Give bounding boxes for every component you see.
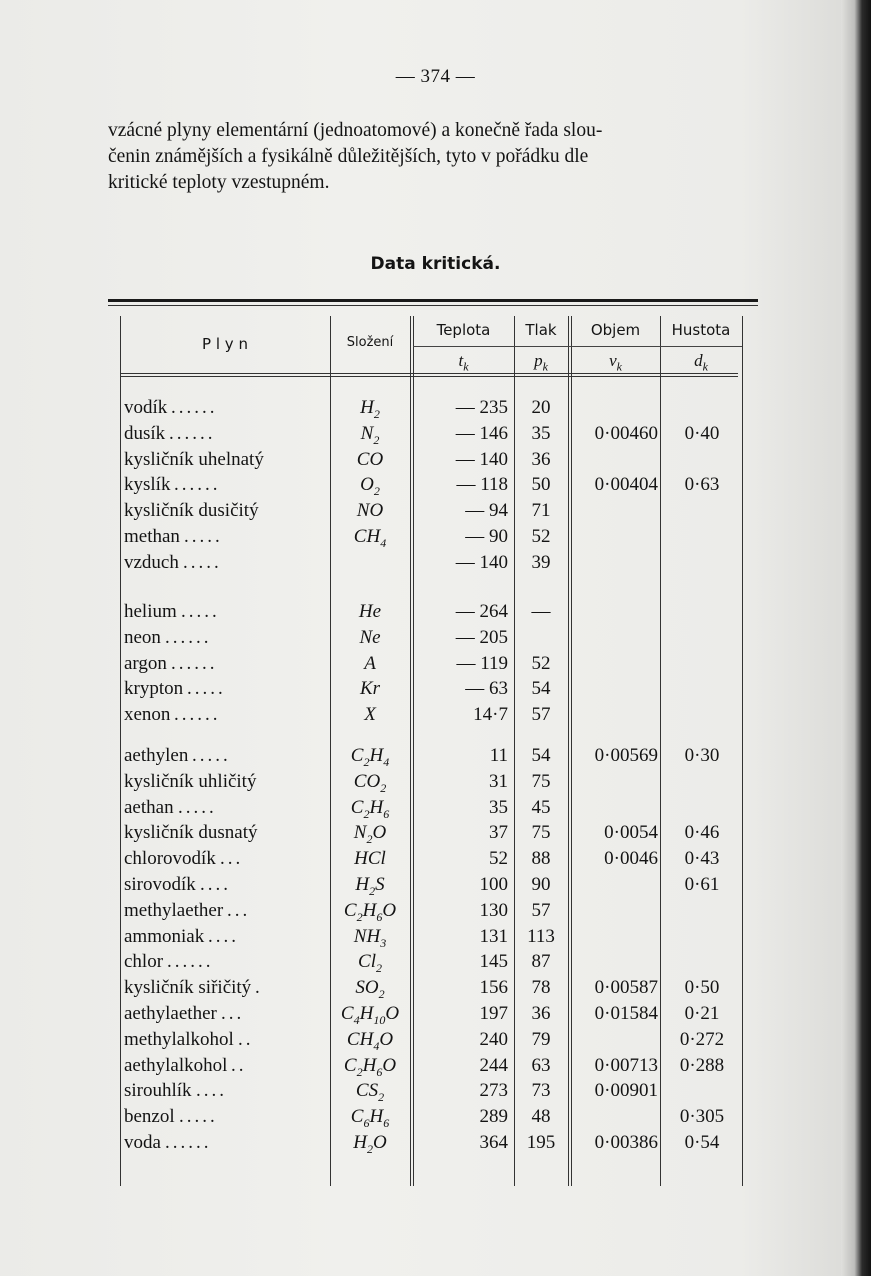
header-objem: Objem <box>590 321 641 339</box>
formula: HCl <box>354 848 386 870</box>
leader-dots: ..... <box>192 745 231 766</box>
critical-temperature: 197 <box>479 1003 508 1024</box>
critical-pressure: 75 <box>531 770 551 792</box>
critical-temperature: 145 <box>479 951 508 973</box>
leader-dots: . <box>255 977 263 999</box>
leader-dots: ...... <box>174 704 221 726</box>
table-row <box>0 500 871 526</box>
formula: $C_2H_4$ <box>350 745 390 769</box>
critical-volume: 0·00901 <box>594 1080 658 1102</box>
critical-temperature: 131 <box>479 925 508 947</box>
gas-name: kysličník uhličitý <box>124 770 257 792</box>
critical-pressure: 57 <box>531 704 551 726</box>
table-row <box>0 900 871 926</box>
intro-line: vzácné plyny elementární (jednoatomové) a konečně řada slou- <box>108 120 603 141</box>
table-row <box>0 848 871 874</box>
formula: $CS_2$ <box>355 1080 385 1105</box>
formula: He <box>358 601 382 622</box>
gas-name: krypton <box>124 678 184 700</box>
formula: $C_4H_{10}O$ <box>340 1003 400 1027</box>
critical-pressure: 36 <box>531 448 551 470</box>
formula: $H_2$ <box>360 397 380 421</box>
table-row <box>0 653 871 679</box>
table-row <box>0 1029 871 1055</box>
critical-volume: 0·00386 <box>594 1132 658 1153</box>
gas-name: vzduch <box>124 551 179 573</box>
formula: A <box>364 652 376 674</box>
table-row <box>0 1003 871 1029</box>
gas-name: aethylen <box>124 745 189 766</box>
critical-volume: 0·0046 <box>604 848 658 870</box>
leader-dots: ..... <box>181 601 220 622</box>
header-pk <box>514 351 568 374</box>
leader-dots: ..... <box>183 551 222 573</box>
critical-temperature: 273 <box>479 1080 508 1102</box>
gas-name: kysličník dusnatý <box>124 822 258 844</box>
leader-dots: .... <box>200 874 231 895</box>
critical-temperature: — 140 <box>455 448 508 470</box>
critical-temperature: 156 <box>479 977 508 999</box>
formula: $CH_4O$ <box>346 1028 394 1053</box>
critical-pressure: 52 <box>531 526 551 547</box>
critical-temperature: 100 <box>479 874 508 895</box>
table-row <box>0 1055 871 1081</box>
gas-name: voda <box>124 1132 161 1153</box>
intro-line: čenin známějších a fysikálně důležitějších, tyto v pořádku dle <box>108 146 589 167</box>
critical-pressure: 63 <box>531 1054 551 1076</box>
table-row <box>0 601 871 627</box>
gas-name: aethylaether <box>124 1003 217 1024</box>
leader-dots: .. <box>231 1054 247 1076</box>
table-row <box>0 474 871 500</box>
critical-pressure: 75 <box>531 822 551 844</box>
table-row <box>0 797 871 823</box>
leader-dots: ...... <box>171 397 218 418</box>
critical-temperature: — 94 <box>465 500 508 522</box>
intro-paragraph <box>108 118 768 196</box>
critical-pressure: 88 <box>531 848 551 870</box>
critical-pressure: 48 <box>531 1106 551 1128</box>
critical-density: 0·50 <box>684 977 720 999</box>
leader-dots: ..... <box>187 678 226 700</box>
intro-line: kritické teploty vzestupném. <box>108 172 330 193</box>
critical-temperature: 14·7 <box>473 704 508 726</box>
table-row <box>0 771 871 797</box>
critical-pressure: 87 <box>531 951 551 973</box>
header-bottom-rule <box>120 373 738 374</box>
leader-dots: ... <box>220 848 244 870</box>
critical-temperature: 11 <box>489 745 508 766</box>
gas-name: helium <box>124 601 177 622</box>
formula: $H_2O$ <box>353 1132 387 1156</box>
critical-pressure: 35 <box>531 422 551 444</box>
critical-pressure: 54 <box>531 745 551 766</box>
critical-density: 0·63 <box>684 474 720 496</box>
critical-temperature: 130 <box>479 899 508 921</box>
table-row <box>0 977 871 1003</box>
critical-pressure: 79 <box>531 1028 551 1050</box>
leader-dots: ..... <box>179 1106 218 1128</box>
formula: $C_6H_6$ <box>350 1106 390 1130</box>
table-row <box>0 951 871 977</box>
leader-dots: ...... <box>174 474 221 496</box>
formula: $C_2H_6O$ <box>343 899 397 924</box>
gas-name: kysličník uhelnatý <box>124 448 264 470</box>
gas-name: benzol <box>124 1106 175 1128</box>
critical-pressure: 52 <box>531 652 551 674</box>
gas-name: methylalkohol <box>124 1028 234 1050</box>
critical-density: 0·46 <box>684 822 720 844</box>
critical-density: 0·288 <box>679 1054 725 1076</box>
gas-name: argon <box>124 652 167 674</box>
critical-pressure: 20 <box>531 397 551 418</box>
header-tlak: Tlak <box>525 321 557 339</box>
table-row <box>0 1132 871 1158</box>
table-row <box>0 1106 871 1132</box>
header-tk <box>413 351 514 374</box>
leader-dots: ..... <box>184 526 223 547</box>
critical-pressure: 71 <box>531 500 551 522</box>
gas-name: vodík <box>124 397 168 418</box>
table-row <box>0 449 871 475</box>
gas-name: methan <box>124 526 180 547</box>
table-top-rule <box>108 299 758 302</box>
leader-dots: ... <box>221 1003 245 1024</box>
table-row <box>0 526 871 552</box>
formula: $C_2H_6$ <box>350 796 390 821</box>
critical-temperature: 52 <box>489 848 508 870</box>
formula: $CH_4$ <box>353 526 387 550</box>
critical-temperature: — 119 <box>456 652 508 674</box>
critical-pressure: 73 <box>531 1080 551 1102</box>
critical-density: 0·54 <box>684 1132 720 1153</box>
critical-temperature: — 205 <box>455 626 508 648</box>
page-number: — 374 — <box>395 66 476 87</box>
critical-pressure: — <box>531 601 551 622</box>
critical-volume: 0·00460 <box>594 422 658 444</box>
gas-name: kysličník dusičitý <box>124 500 259 522</box>
critical-temperature: 35 <box>489 796 508 818</box>
critical-density: 0·21 <box>684 1003 720 1024</box>
gas-name: methylaether <box>124 899 224 921</box>
header-plyn: P l y n <box>202 335 248 353</box>
critical-temperature: — 90 <box>465 526 508 547</box>
header-tk-text: $t_k$ <box>458 351 469 374</box>
table-row <box>0 423 871 449</box>
table-row <box>0 822 871 848</box>
critical-pressure: 50 <box>531 474 551 496</box>
gas-name: xenon <box>124 704 171 726</box>
leader-dots: ... <box>227 899 251 921</box>
gas-name: kysličník siřičitý <box>124 977 252 999</box>
gas-name: sirouhlík <box>124 1080 192 1102</box>
critical-temperature: — 140 <box>455 551 508 573</box>
leader-dots: .... <box>196 1080 227 1102</box>
critical-density: 0·305 <box>679 1106 725 1128</box>
formula: $O_2$ <box>360 474 380 499</box>
table-row <box>0 627 871 653</box>
critical-density: 0·61 <box>684 874 720 895</box>
critical-volume: 0·00569 <box>594 745 658 766</box>
leader-dots: .. <box>238 1028 254 1050</box>
gas-name: sirovodík <box>124 874 196 895</box>
header-sub-rule <box>413 346 742 347</box>
critical-density: 0·272 <box>679 1028 725 1050</box>
leader-dots: ..... <box>178 796 217 818</box>
gas-name: aethan <box>124 796 174 818</box>
gas-name: kyslík <box>124 474 171 496</box>
critical-density: 0·30 <box>684 745 720 766</box>
critical-pressure: 90 <box>531 874 551 895</box>
critical-pressure: 195 <box>526 1132 556 1153</box>
formula: CO <box>356 448 384 470</box>
critical-temperature: 31 <box>489 770 508 792</box>
leader-dots: ...... <box>165 626 212 648</box>
gas-name: dusík <box>124 422 166 444</box>
gas-name: neon <box>124 626 161 648</box>
critical-volume: 0·01584 <box>594 1003 658 1024</box>
formula: $CO_2$ <box>353 770 387 795</box>
leader-dots: ...... <box>165 1132 212 1153</box>
critical-pressure: 39 <box>531 551 551 573</box>
header-dk <box>660 351 742 374</box>
critical-pressure: 54 <box>531 678 551 700</box>
table-row <box>0 874 871 900</box>
critical-density: 0·40 <box>684 422 720 444</box>
header-pk-text: $p_k$ <box>534 351 548 374</box>
formula: X <box>364 704 376 726</box>
formula: $C_2H_6O$ <box>343 1054 397 1079</box>
formula: Kr <box>359 678 381 700</box>
gas-name: aethylalkohol <box>124 1054 228 1076</box>
critical-density: 0·43 <box>684 848 720 870</box>
critical-volume: 0·00404 <box>594 474 658 496</box>
leader-dots: ...... <box>169 422 216 444</box>
critical-temperature: 240 <box>479 1028 508 1050</box>
critical-temperature: 289 <box>479 1106 508 1128</box>
critical-temperature: — 63 <box>465 678 508 700</box>
table-row <box>0 1080 871 1106</box>
formula: $N_2O$ <box>353 822 387 847</box>
critical-temperature: — 235 <box>455 397 508 418</box>
header-dk-text: $d_k$ <box>694 351 708 374</box>
formula: $H_2S$ <box>355 874 385 898</box>
table-row <box>0 745 871 771</box>
header-teplota: Teplota <box>436 321 491 339</box>
leader-dots: ...... <box>167 951 214 973</box>
table-row <box>0 397 871 423</box>
header-hustota: Hustota <box>671 321 731 339</box>
critical-volume: 0·00713 <box>594 1054 658 1076</box>
table-top-rule-thin <box>108 305 758 306</box>
formula: $NH_3$ <box>353 925 387 950</box>
gas-name: ammoniak <box>124 925 205 947</box>
formula: Ne <box>359 626 381 648</box>
formula: NO <box>356 500 384 522</box>
formula: $SO_2$ <box>355 977 385 1001</box>
critical-pressure: 36 <box>531 1003 551 1024</box>
formula: $N_2$ <box>360 422 380 447</box>
critical-pressure: 45 <box>531 796 551 818</box>
header-vk <box>571 351 660 374</box>
table-row <box>0 926 871 952</box>
critical-temperature: — 118 <box>456 474 508 496</box>
gas-name: chlor <box>124 951 164 973</box>
critical-temperature: — 264 <box>455 601 508 622</box>
leader-dots: .... <box>208 925 239 947</box>
critical-volume: 0·0054 <box>604 822 658 844</box>
header-vk-text: $v_k$ <box>609 351 622 374</box>
critical-temperature: 364 <box>479 1132 508 1153</box>
formula: $Cl_2$ <box>358 951 382 976</box>
critical-pressure: 113 <box>527 925 555 947</box>
critical-pressure: 78 <box>531 977 551 999</box>
header-bottom-rule-2 <box>120 376 738 377</box>
header-slozeni: Složení <box>346 335 394 350</box>
gas-name: chlorovodík <box>124 848 216 870</box>
critical-temperature: 244 <box>479 1054 508 1076</box>
table-row <box>0 704 871 730</box>
critical-temperature: — 146 <box>455 422 508 444</box>
table-row <box>0 678 871 704</box>
critical-temperature: 37 <box>489 822 508 844</box>
leader-dots: ...... <box>171 652 218 674</box>
table-title: Data kritická. <box>370 254 501 274</box>
table-row <box>0 552 871 578</box>
critical-pressure: 57 <box>531 899 551 921</box>
critical-volume: 0·00587 <box>594 977 658 999</box>
